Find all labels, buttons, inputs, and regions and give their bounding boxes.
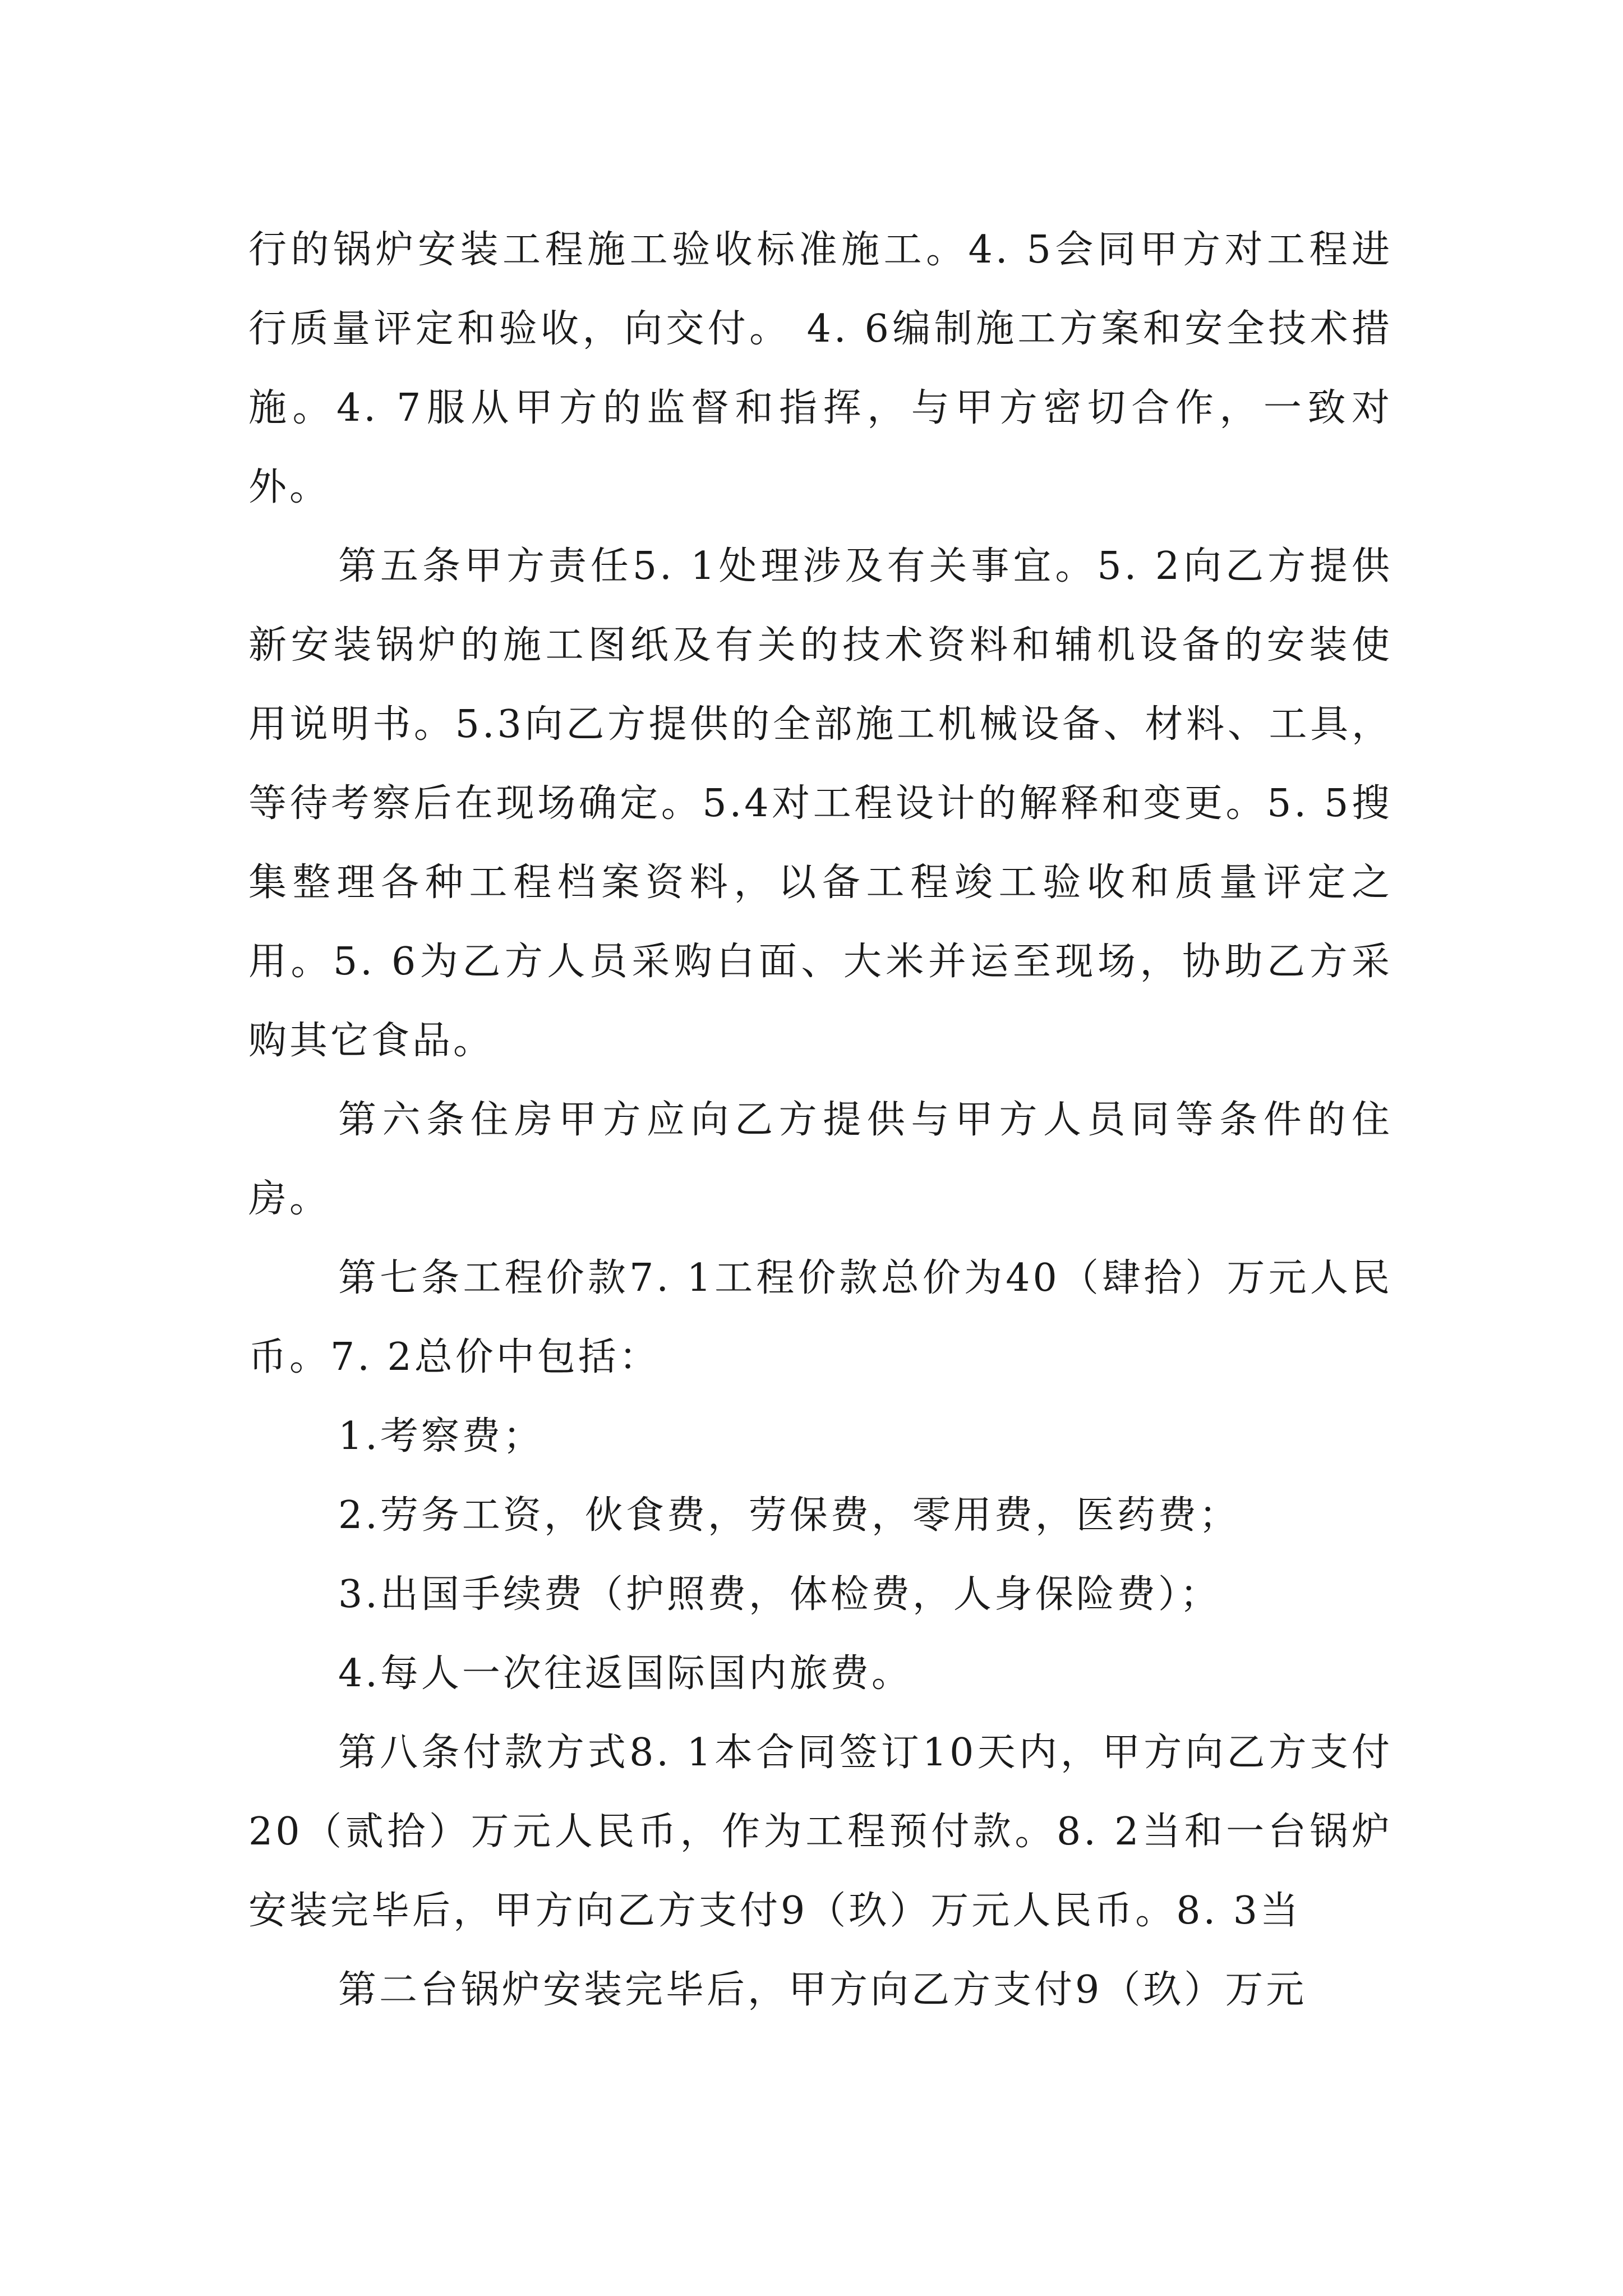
list-item-1: 1.考察费； [338, 1414, 544, 1458]
paragraph-4-continued: 行的锅炉安装工程施工验收标准施工。4. 5会同甲方对工程进行质量评定和验收，向交付。 4. 6编制施工方案和安全技术措施。4. 7服从甲方的监督和指挥，与甲方密切合作，一致对外。 [248, 228, 1393, 509]
paragraph-article-8-continued: 第二台锅炉安装完毕后，甲方向乙方支付9（玖）万元 [338, 1968, 1307, 2012]
paragraph-article-8: 第八条付款方式8. 1本合同签订10天内，甲方向乙方支付20（贰拾）万元人民币，作为工程预付款。8. 2当和一台锅炉安装完毕后，甲方向乙方支付9（玖）万元人民币。8. 3当 [248, 1731, 1393, 1933]
paragraph-article-5: 第五条甲方责任5. 1处理涉及有关事宜。5. 2向乙方提供新安装锅炉的施工图纸及有关的技术资料和辅机设备的安装使用说明书。5.3向乙方提供的全部施工机械设备、材料、工具，等待考察后在现场确定。5.4对工程设计的解释和变更。5. 5搜集整理各种工程档案资料，以备工程竣工验收和质量评定之用。5. 6为乙方人员采购白面、大米并运至现场，协助乙方采购其它食品。 [248, 544, 1393, 1063]
paragraph-article-7: 第七条工程价款7. 1工程价款总价为40（肆拾）万元人民币。7. 2总价中包括： [248, 1256, 1393, 1379]
document-body [248, 210, 1393, 2030]
list-item-3: 3.出国手续费（护照费，体检费，人身保险费）； [338, 1572, 1221, 1617]
list-item-4: 4.每人一次往返国际国内旅费。 [338, 1651, 912, 1696]
paragraph-article-6: 第六条住房甲方应向乙方提供与甲方人员同等条件的住房。 [248, 1098, 1393, 1221]
list-item-2: 2.劳务工资，伙食费，劳保费，零用费，医药费； [338, 1493, 1240, 1538]
